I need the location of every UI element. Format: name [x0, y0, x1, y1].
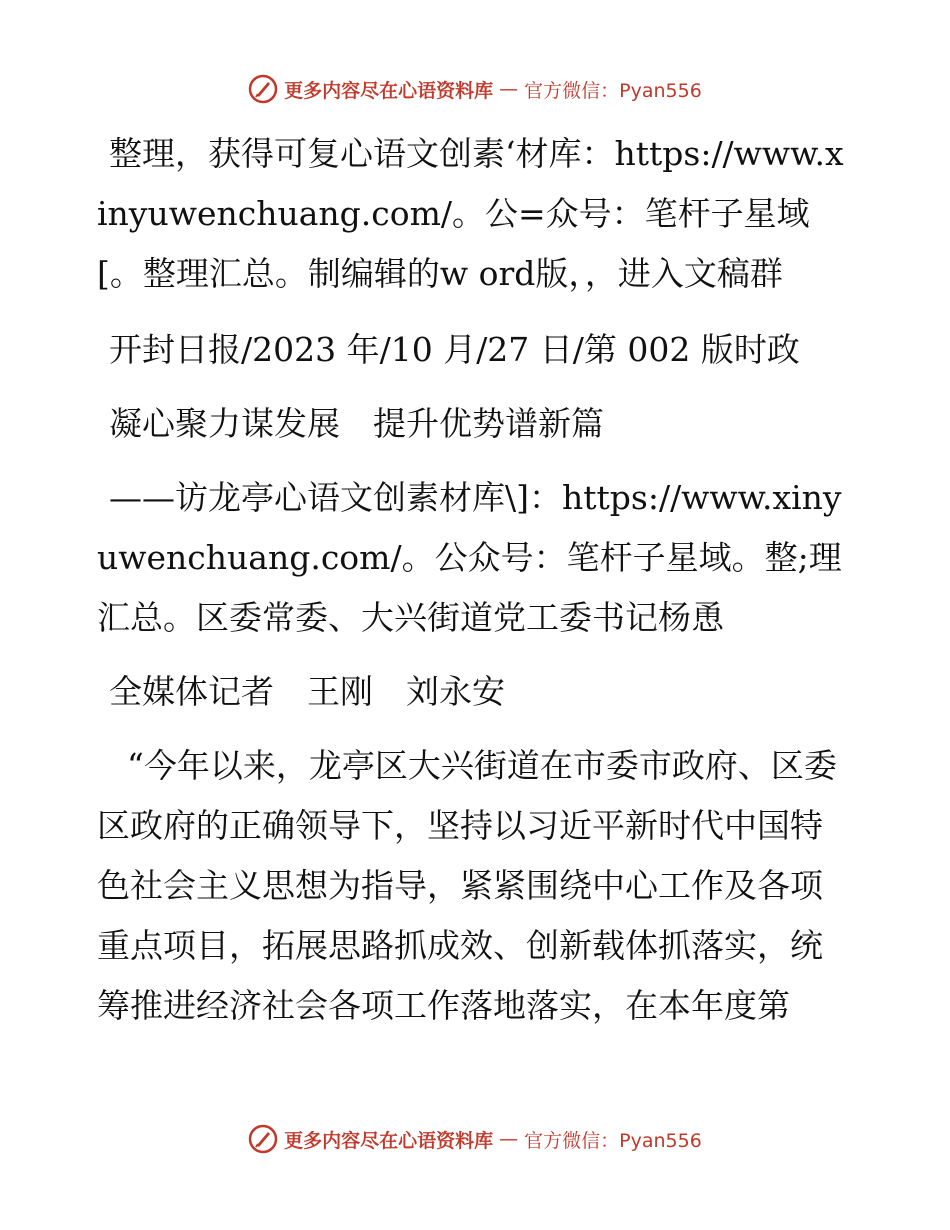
article-title: 凝心聚力谋发展 提升优势谱新篇	[109, 404, 604, 443]
document-body	[97, 124, 853, 1052]
banner-separator: —	[499, 78, 519, 100]
banner-title: 更多内容尽在心语资料库	[284, 79, 494, 102]
intro-paragraph: 整理，获得可复心语文创素‘材库：https://www.xinyuwenchuang.com/。公=众号：笔杆子星域[。整理汇总。制编辑的w ord版，，进入文稿群	[97, 134, 844, 293]
body-paragraph: “今年以来，龙亭区大兴街道在市委市政府、区委区政府的正确领导下，坚持以习近平新时代中国特色社会主义思想为指导，紧紧围绕中心工作及各项重点项目，拓展思路抓成效、创新载体抓落实，统筹推进经济社会各项工作落地落实，在本年度第	[97, 746, 837, 1025]
quill-seal-icon	[248, 1124, 278, 1154]
banner-separator: —	[499, 1128, 519, 1150]
quill-seal-icon	[248, 74, 278, 104]
byline: 全媒体记者 王刚 刘永安	[109, 672, 505, 711]
header-banner	[0, 72, 950, 106]
banner-wechat: 官方微信：Pyan556	[524, 1129, 702, 1152]
banner-title: 更多内容尽在心语资料库	[284, 1129, 494, 1152]
footer-banner	[0, 1122, 950, 1156]
source-line: 开封日报/2023 年/10 月/27 日/第 002 版时政	[109, 330, 800, 369]
article-subtitle: ——访龙亭心语文创素材库\]：https://www.xinyuwenchuang.com/。公众号：笔杆子星域。整;理汇总。区委常委、大兴街道党工委书记杨恿	[97, 478, 842, 637]
banner-wechat: 官方微信：Pyan556	[524, 79, 702, 102]
